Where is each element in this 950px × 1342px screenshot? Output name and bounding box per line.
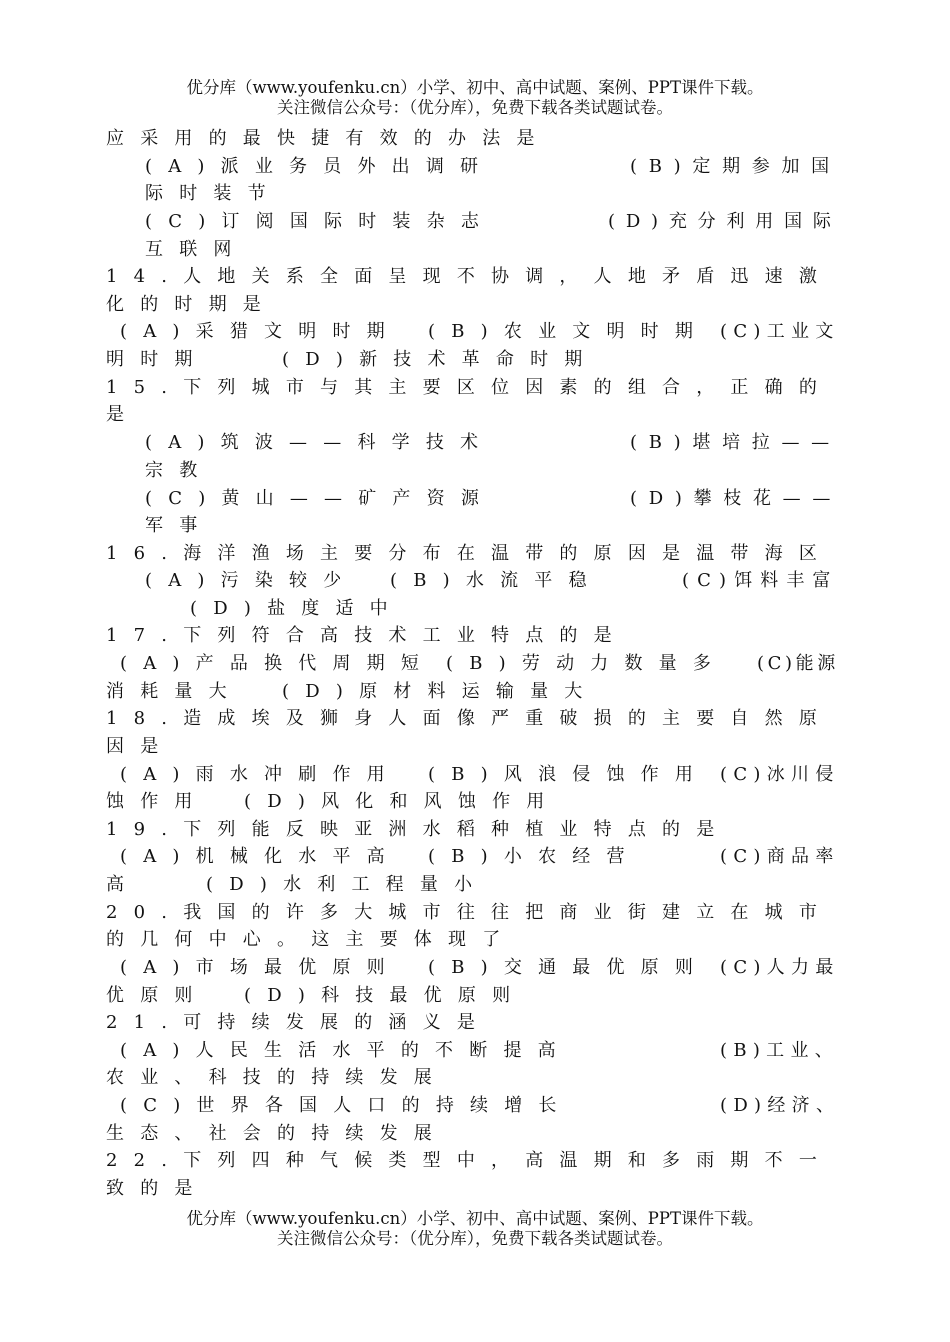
q16-option-b: (B)水流平稳 [390, 570, 603, 591]
q21-option-b: (B)工业、 [720, 1040, 840, 1061]
q13-option-c: (C)订阅国际时装杂志 [145, 211, 496, 232]
q13-option-d-cont: 互联网 [145, 239, 248, 260]
q21-option-d-cont: 生态、社会的持续发展 [106, 1123, 448, 1144]
q14-stem: 14.人地关系全面呈现不协调，人地矛盾迅速激 [106, 266, 834, 287]
q13-option-b-cont: 际时装节 [145, 183, 282, 204]
q17-stem: 17.下列符合高技术工业特点的是 [106, 625, 628, 646]
q16-option-c: (C)饵料丰富 [682, 570, 839, 591]
q21-stem: 21.可持续发展的涵义是 [106, 1012, 492, 1033]
q19-option-c-cont: 高 [106, 874, 141, 895]
q18-option-b: (B)风浪侵蚀作用 [428, 764, 710, 785]
q17-option-c-cont: 消耗量大 [106, 681, 243, 702]
q19-stem: 19.下列能反映亚洲水稻种植业特点的是 [106, 819, 731, 840]
q20-option-b: (B)交通最优原则 [428, 957, 710, 978]
q15-stem-cont: 是 [106, 404, 141, 425]
q21-option-c: (C)世界各国人口的持续增长 [120, 1095, 573, 1116]
q15-option-b-cont: 宗教 [145, 460, 214, 481]
q22-stem: 22.下列四种气候类型中，高温期和多雨期不一 [106, 1150, 834, 1171]
q13-option-d: (D)充分利用国际 [608, 211, 842, 232]
q19-option-c: (C)商品率 [720, 846, 840, 867]
q20-option-c-cont: 优原则 [106, 985, 209, 1006]
q18-option-c-cont: 蚀作用 [106, 791, 209, 812]
q18-option-a: (A)雨水冲刷作用 [120, 764, 401, 785]
q22-stem-cont: 致的是 [106, 1178, 209, 1199]
q20-option-c: (C)人力最 [720, 957, 840, 978]
q14-option-c: (C)工业文 [720, 321, 840, 342]
page-footer-line-1: 优分库（www.youfenku.cn）小学、初中、高中试题、案例、PPT课件下载。 [186, 1209, 764, 1228]
q16-stem: 16.海洋渔场主要分布在温带的原因是温带海区 [106, 543, 834, 564]
q13-stem-tail: 应采用的最快捷有效的办法是 [106, 128, 551, 149]
q17-option-c: (C)能源 [757, 653, 839, 674]
q21-option-a: (A)人民生活水平的不断提高 [120, 1040, 572, 1061]
q18-stem-cont: 因是 [106, 736, 175, 757]
q14-option-a: (A)采猎文明时期 [120, 321, 401, 342]
q18-stem: 18.造成埃及狮身人面像严重破损的主要自然原 [106, 708, 834, 729]
q20-stem: 20.我国的许多大城市往往把商业街建立在城市 [106, 902, 834, 923]
q14-option-c-cont: 明时期 [106, 349, 209, 370]
q17-option-d: (D)原材料运输量大 [282, 681, 599, 702]
q14-option-b: (B)农业文明时期 [428, 321, 710, 342]
page-header-line-2: 关注微信公众号：（优分库），免费下载各类试题试卷。 [277, 98, 673, 117]
q16-option-d: (D)盐度适中 [190, 598, 404, 619]
q17-option-b: (B)劳动力数量多 [446, 653, 728, 674]
q13-option-a: (A)派业务员外出调研 [145, 156, 495, 177]
q15-option-d-cont: 军事 [145, 515, 214, 536]
q15-option-a: (A)筑波——科学技术 [145, 432, 495, 453]
q14-stem-cont: 化的时期是 [106, 294, 277, 315]
page-footer-line-2: 关注微信公众号：（优分库），免费下载各类试题试卷。 [277, 1229, 673, 1248]
q15-option-d: (D)攀枝花—— [630, 488, 843, 509]
q15-option-b: (B)堪培拉—— [630, 432, 841, 453]
q13-option-b: (B)定期参加国 [630, 156, 841, 177]
q19-option-b: (B)小农经营 [428, 846, 641, 867]
q21-option-d: (D)经济、 [720, 1095, 841, 1116]
page-header-line-1: 优分库（www.youfenku.cn）小学、初中、高中试题、案例、PPT课件下载。 [186, 78, 764, 97]
q19-option-a: (A)机械化水平高 [120, 846, 401, 867]
q15-stem: 15.下列城市与其主要区位因素的组合，正确的 [106, 377, 834, 398]
q20-option-d: (D)科技最优原则 [244, 985, 527, 1006]
q18-option-d: (D)风化和风蚀作用 [244, 791, 561, 812]
q14-option-d: (D)新技术革命时期 [282, 349, 599, 370]
q21-option-b-cont: 农业、科技的持续发展 [106, 1067, 448, 1088]
q20-stem-cont: 的几何中心。这主要体现了 [106, 929, 517, 950]
q19-option-d: (D)水利工程量小 [206, 874, 489, 895]
q16-option-a: (A)污染较少 [145, 570, 358, 591]
q18-option-c: (C)冰川侵 [720, 764, 840, 785]
q20-option-a: (A)市场最优原则 [120, 957, 401, 978]
q15-option-c: (C)黄山——矿产资源 [145, 488, 496, 509]
q17-option-a: (A)产品换代周期短 [120, 653, 436, 674]
